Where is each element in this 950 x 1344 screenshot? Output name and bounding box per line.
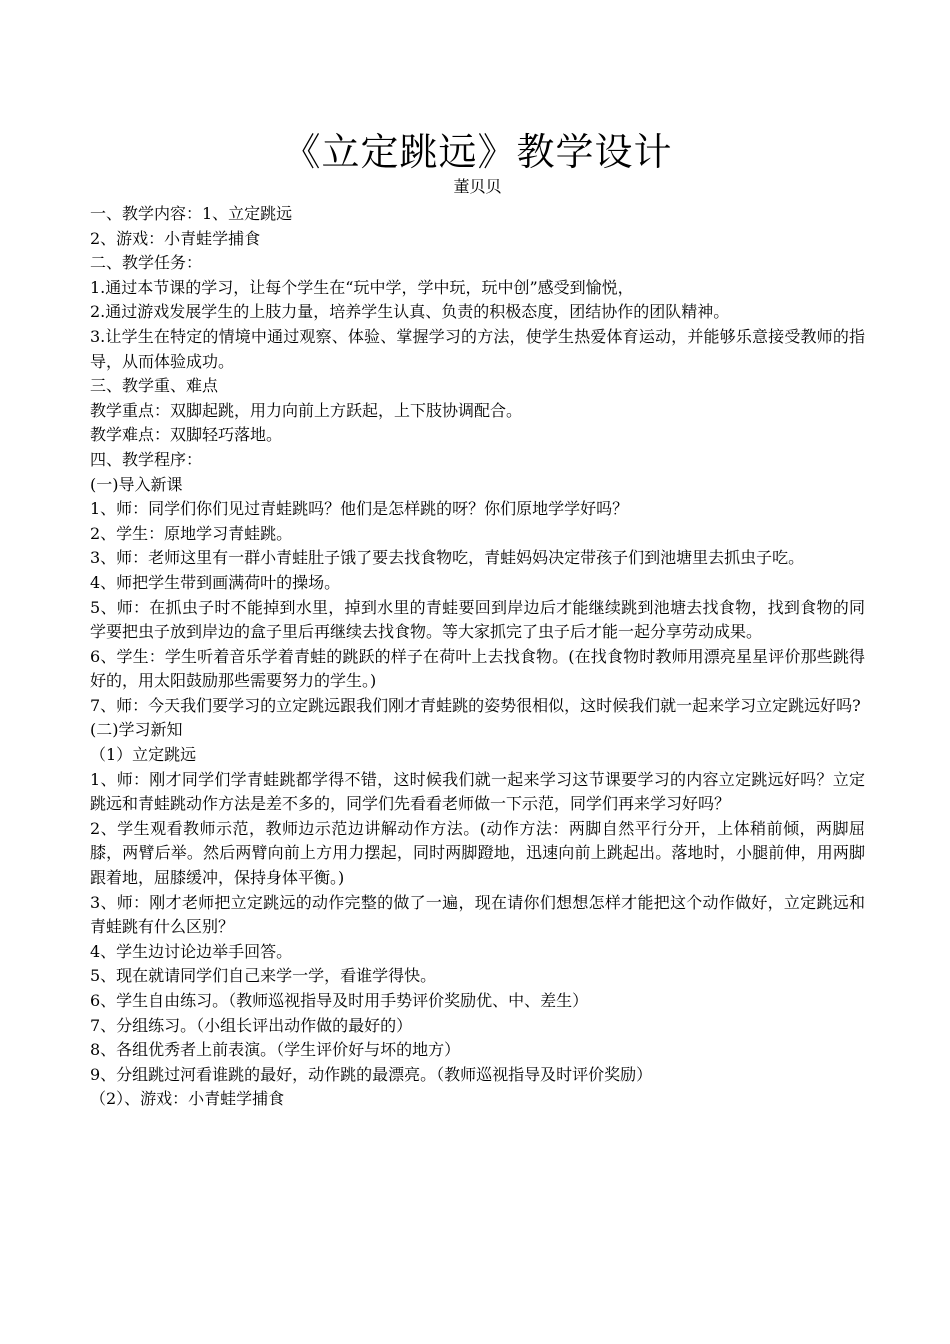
paragraph: 教学重点：双脚起跳，用力向前上方跃起，上下肢协调配合。 <box>90 400 523 420</box>
paragraph: 6、学生自由练习。（教师巡视指导及时用手势评价奖励优、中、差生） <box>90 991 589 1010</box>
paragraph: 6、学生：学生听着音乐学着青蛙的跳跃的样子在荷叶上去找食物。(在找食物时教师用漂亮星星评价那些跳得好的，用太阳鼓励那些需要努力的学生。) <box>90 646 865 691</box>
paragraph: 3、师：刚才老师把立定跳远的动作完整的做了一遍，现在请你们想想怎样才能把这个动作做好，立定跳远和青蛙跳有什么区别？ <box>90 892 865 937</box>
paragraph: 三、教学重、难点 <box>90 376 219 396</box>
paragraph: 2、学生：原地学习青蛙跳。 <box>90 523 293 543</box>
paragraph: 2、学生观看教师示范，教师边示范边讲解动作方法。(动作方法：两脚自然平行分开，上体稍前倾，两脚屈膝，两臂后举。然后两臂向前上方用力摆起，同时两脚蹬地，迅速向前上跳起出。落地时，小腿前伸，用两脚跟着地，屈膝缓冲，保持身体平衡。) <box>90 818 865 888</box>
paragraph: 1.通过本节课的学习，让每个学生在“玩中学，学中玩，玩中创”感受到愉悦， <box>90 277 634 297</box>
paragraph: 3.让学生在特定的情境中通过观察、体验、掌握学习的方法，使学生热爱体育运动，并能够乐意接受教师的指导，从而体验成功。 <box>90 326 865 371</box>
paragraph: 四、教学程序： <box>90 449 203 469</box>
paragraph: 1、师：刚才同学们学青蛙跳都学得不错，这时候我们就一起来学习这节课要学习的内容立定跳远好吗？立定跳远和青蛙跳动作方法是差不多的，同学们先看看老师做一下示范，同学们再来学习好吗？ <box>90 769 865 814</box>
paragraph: （1）立定跳远 <box>90 745 197 765</box>
paragraph: 5、现在就请同学们自己来学一学，看谁学得快。 <box>90 966 437 986</box>
paragraph: 8、各组优秀者上前表演。（学生评价好与坏的地方） <box>90 1040 461 1060</box>
paragraph: 1、师：同学们你们见过青蛙跳吗？他们是怎样跳的呀？你们原地学学好吗？ <box>90 499 629 519</box>
paragraph: 2.通过游戏发展学生的上肢力量，培养学生认真、负责的积极态度，团结协作的团队精神。 <box>90 302 730 322</box>
document-title: 《立定跳远》教学设计 <box>282 130 673 174</box>
document-page <box>90 128 865 1112</box>
paragraph: 一、教学内容：1、立定跳远 <box>90 204 293 223</box>
paragraph: 5、师：在抓虫子时不能掉到水里，掉到水里的青蛙要回到岸边后才能继续跳到池塘去找食物，找到食物的同学要把虫子放到岸边的盒子里后再继续去找食物。等大家抓完了虫子后才能一起分享劳动成果。 <box>90 597 865 642</box>
paragraph: （2）、游戏：小青蛙学捕食 <box>90 1089 285 1109</box>
paragraph: 7、师：今天我们要学习的立定跳远跟我们刚才青蛙跳的姿势很相似，这时候我们就一起来学习立定跳远好吗? <box>90 695 861 715</box>
paragraph: 教学难点：双脚轻巧落地。 <box>90 425 283 445</box>
paragraph: 4、学生边讨论边举手回答。 <box>90 941 293 961</box>
paragraph: (二)学习新知 <box>90 720 183 740</box>
paragraph: 二、教学任务： <box>90 253 203 273</box>
paragraph: 7、分组练习。（小组长评出动作做的最好的） <box>90 1015 413 1035</box>
paragraph: (一)导入新课 <box>90 474 183 494</box>
paragraph: 4、师把学生带到画满荷叶的操场。 <box>90 572 341 592</box>
paragraph: 3、师：老师这里有一群小青蛙肚子饿了要去找食物吃，青蛙妈妈决定带孩子们到池塘里去抓虫子吃。 <box>90 548 805 568</box>
document-body <box>90 202 865 1112</box>
paragraph: 9、分组跳过河看谁跳的最好，动作跳的最漂亮。（教师巡视指导及时评价奖励） <box>90 1064 653 1084</box>
paragraph: 2、游戏：小青蛙学捕食 <box>90 228 261 248</box>
document-author: 董贝贝 <box>453 177 502 196</box>
